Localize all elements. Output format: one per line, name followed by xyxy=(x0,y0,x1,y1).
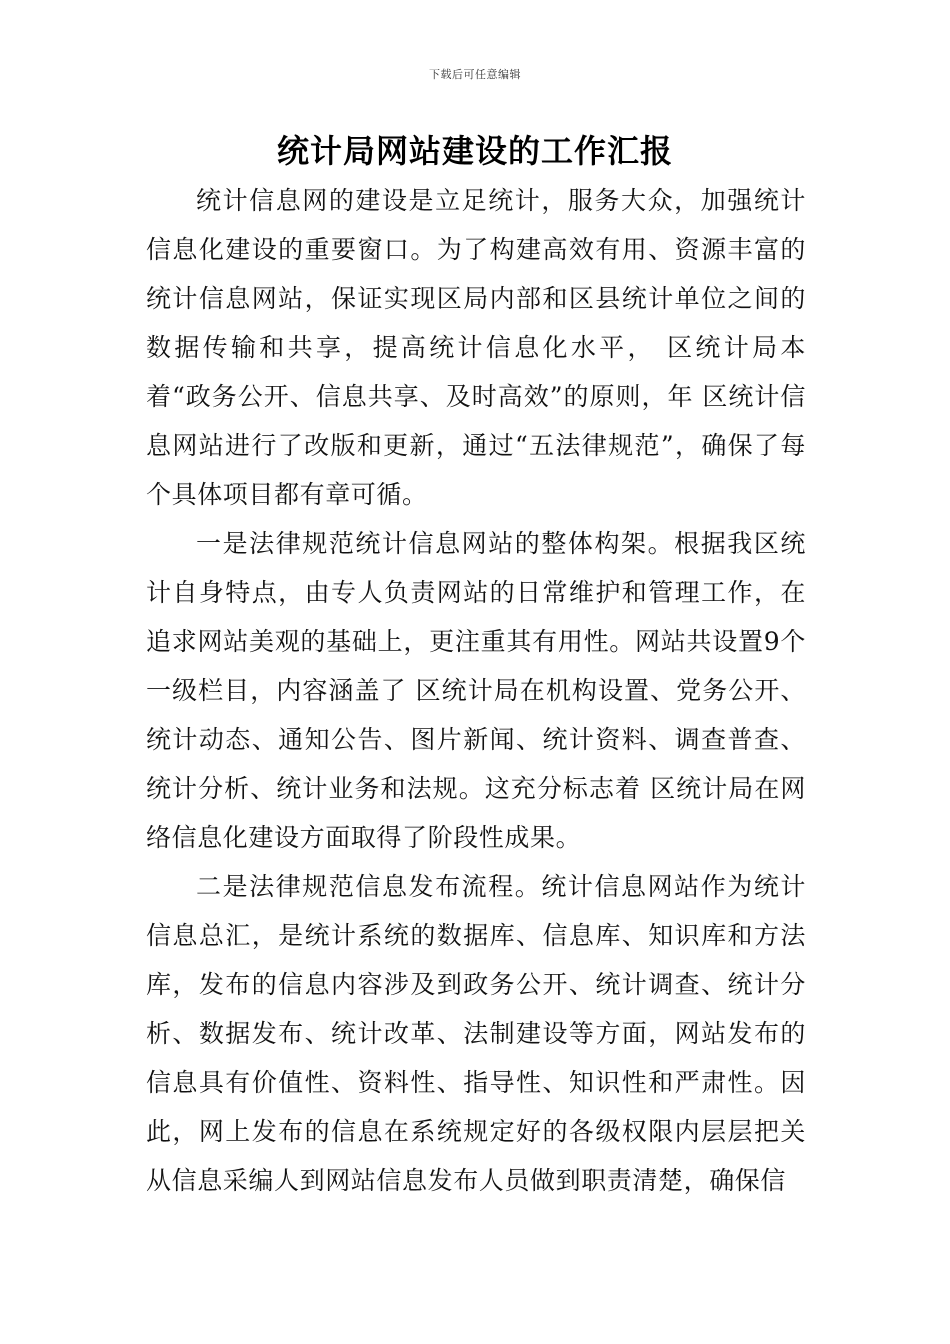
document-body xyxy=(146,176,806,1205)
paragraph-one: 一是法律规范统计信息网站的整体构架。根据我区统计自身特点，由专人负责网站的日常维护和管理工作，在追求网站美观的基础上，更注重其有用性。网站共设置9个一级栏目，内容涵盖了 区统计局在机构设置、党务公开、统计动态、通知公告、图片新闻、统计资料、调查普查、统计分析、统计业务和法规。这充分标志着 区统计局在网络信息化建设方面取得了阶段性成果。 xyxy=(146,529,806,852)
paragraph-intro: 统计信息网的建设是立足统计，服务大众，加强统计信息化建设的重要窗口。为了构建高效有用、资源丰富的统计信息网站，保证实现区局内部和区县统计单位之间的数据传输和共享，提高统计信息化水平， 区统计局本着“政务公开、信息共享、及时高效”的原则，年 区统计信息网站进行了改版和更新，通过“五法律规范”，确保了每个具体项目都有章可循。 xyxy=(146,186,806,509)
paragraph-two: 二是法律规范信息发布流程。统计信息网站作为统计信息总汇，是统计系统的数据库、信息库、知识库和方法库，发布的信息内容涉及到政务公开、统计调查、统计分析、数据发布、统计改革、法制建设等方面，网站发布的信息具有价值性、资料性、指导性、知识性和严肃性。因此，网上发布的信息在系统规定好的各级权限内层层把关从信息采编人到网站信息发布人员做到职责清楚，确保信 xyxy=(146,872,806,1195)
header-note: 下载后可任意编辑 xyxy=(429,68,521,81)
document-title: 统计局网站建设的工作汇报 xyxy=(276,132,673,170)
